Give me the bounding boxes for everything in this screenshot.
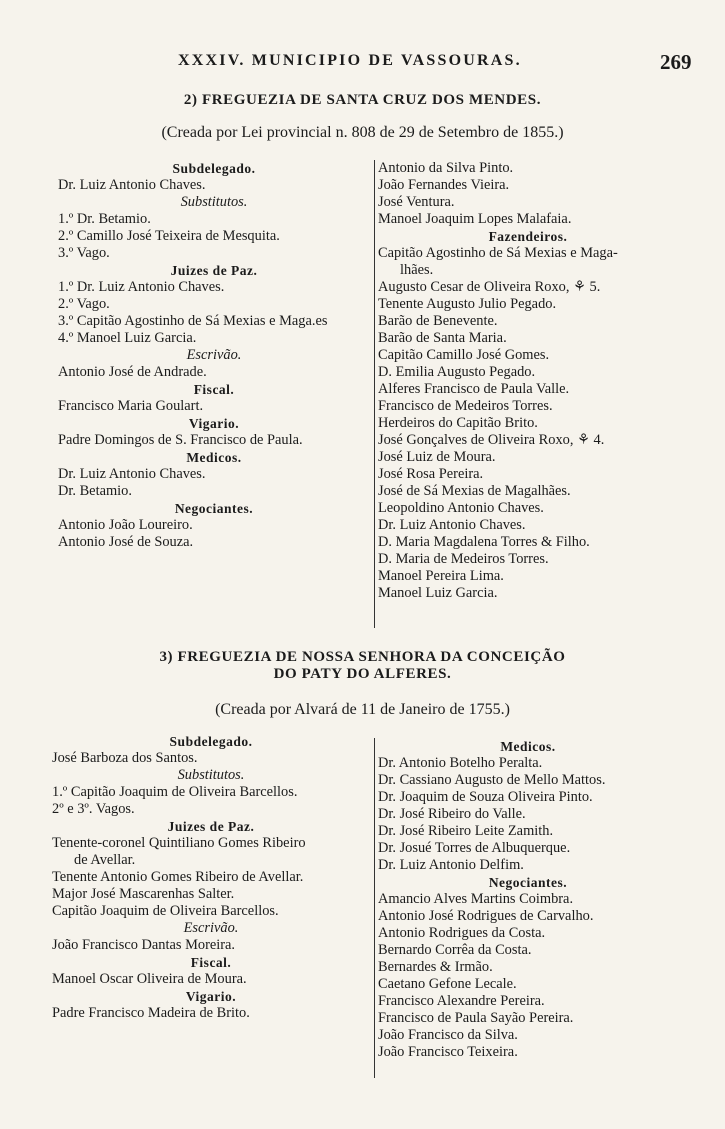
- entry-line: 2.º Vago.: [58, 296, 110, 312]
- entry-line: Dr. José Ribeiro do Valle.: [378, 806, 526, 822]
- entry-line: 3.º Capitão Agostinho de Sá Mexias e Maga.es: [58, 313, 328, 329]
- entry-line: Dr. Antonio Botelho Peralta.: [378, 755, 543, 771]
- subheading: Escrivão.: [183, 920, 239, 936]
- section-heading: Medicos.: [500, 739, 556, 754]
- section-heading: Vigario.: [188, 416, 240, 431]
- subheading: Substitutos.: [180, 194, 248, 210]
- section-heading: Subdelegado.: [172, 161, 256, 176]
- entry-line: Francisco de Paula Sayão Pereira.: [378, 1010, 574, 1026]
- entry-line: Amancio Alves Martins Coimbra.: [378, 891, 574, 907]
- entry-line: João Francisco Dantas Moreira.: [52, 937, 236, 953]
- entry-line: José Barboza dos Santos.: [52, 750, 198, 766]
- entry-line: 2º e 3º. Vagos.: [52, 801, 135, 817]
- section-heading: Juizes de Paz.: [167, 819, 255, 834]
- entry-line: Antonio José Rodrigues de Carvalho.: [378, 908, 594, 924]
- entry-line: João Fernandes Vieira.: [378, 177, 510, 193]
- entry-line: Capitão Joaquim de Oliveira Barcellos.: [52, 903, 279, 919]
- entry-line: de Avellar.: [74, 852, 136, 868]
- entry-line: José Rosa Pereira.: [378, 466, 484, 482]
- section-3-left-column: [52, 733, 370, 1022]
- section-heading: Negociantes.: [488, 875, 568, 890]
- entry-line: D. Maria Magdalena Torres & Filho.: [378, 534, 590, 550]
- entry-line: Tenente Augusto Julio Pegado.: [378, 296, 557, 312]
- entry-line: 1.º Capitão Joaquim de Oliveira Barcellos.: [52, 784, 298, 800]
- entry-line: Dr. Luiz Antonio Chaves.: [378, 517, 526, 533]
- entry-line: Caetano Gefone Lecale.: [378, 976, 517, 992]
- entry-line: José de Sá Mexias de Magalhães.: [378, 483, 571, 499]
- entry-line: Dr. Luiz Antonio Chaves.: [58, 466, 206, 482]
- entry-line: Antonio da Silva Pinto.: [378, 160, 514, 176]
- entry-line: lhães.: [400, 262, 434, 278]
- column-divider: [374, 160, 375, 628]
- page-header: [0, 50, 725, 76]
- entry-line: Antonio João Loureiro.: [58, 517, 193, 533]
- entry-line: Tenente-coronel Quintiliano Gomes Ribeiro: [52, 835, 306, 851]
- section-2-title: 2) FREGUEZIA DE SANTA CRUZ DOS MENDES.: [183, 92, 542, 108]
- entry-line: 1.º Dr. Betamio.: [58, 211, 151, 227]
- entry-line: Manoel Joaquim Lopes Malafaia.: [378, 211, 572, 227]
- entry-line: José Gonçalves de Oliveira Roxo, ⚘ 4.: [378, 432, 605, 448]
- entry-line: João Francisco da Silva.: [378, 1027, 518, 1043]
- entry-line: Dr. Luiz Antonio Chaves.: [58, 177, 206, 193]
- entry-line: Dr. Josué Torres de Albuquerque.: [378, 840, 571, 856]
- entry-line: Tenente Antonio Gomes Ribeiro de Avellar.: [52, 869, 304, 885]
- entry-line: Barão de Santa Maria.: [378, 330, 507, 346]
- entry-line: Dr. Betamio.: [58, 483, 132, 499]
- entry-line: 4.º Manoel Luiz Garcia.: [58, 330, 197, 346]
- section-3-right-column: [378, 738, 678, 1061]
- entry-line: José Ventura.: [378, 194, 455, 210]
- section-heading: Fiscal.: [190, 955, 232, 970]
- entry-line: Bernardo Corrêa da Costa.: [378, 942, 532, 958]
- entry-line: Manoel Luiz Garcia.: [378, 585, 498, 601]
- section-3-title-line-1: 3) FREGUEZIA DE NOSSA SENHORA DA CONCEIÇÃO: [159, 649, 566, 665]
- entry-line: Dr. Luiz Antonio Delfim.: [378, 857, 524, 873]
- entry-line: Francisco de Medeiros Torres.: [378, 398, 553, 414]
- section-heading: Fazendeiros.: [488, 229, 568, 244]
- entry-line: Augusto Cesar de Oliveira Roxo, ⚘ 5.: [378, 279, 601, 295]
- entry-line: Dr. Cassiano Augusto de Mello Mattos.: [378, 772, 606, 788]
- entry-line: Padre Domingos de S. Francisco de Paula.: [58, 432, 303, 448]
- section-heading: Juizes de Paz.: [170, 263, 258, 278]
- entry-line: José Luiz de Moura.: [378, 449, 496, 465]
- entry-line: Antonio José de Souza.: [58, 534, 194, 550]
- entry-line: Padre Francisco Madeira de Brito.: [52, 1005, 250, 1021]
- entry-line: Capitão Camillo José Gomes.: [378, 347, 550, 363]
- entry-line: Dr. Joaquim de Souza Oliveira Pinto.: [378, 789, 593, 805]
- section-heading: Fiscal.: [193, 382, 235, 397]
- entry-line: Manoel Oscar Oliveira de Moura.: [52, 971, 247, 987]
- entry-line: D. Maria de Medeiros Torres.: [378, 551, 549, 567]
- section-heading: Subdelegado.: [169, 734, 253, 749]
- entry-line: 3.º Vago.: [58, 245, 110, 261]
- entry-line: Francisco Alexandre Pereira.: [378, 993, 545, 1009]
- section-3-title-line-2: DO PATY DO ALFERES.: [273, 666, 452, 682]
- entry-line: 1.º Dr. Luiz Antonio Chaves.: [58, 279, 225, 295]
- subheading: Substitutos.: [177, 767, 245, 783]
- entry-line: Herdeiros do Capitão Brito.: [378, 415, 538, 431]
- entry-line: Francisco Maria Goulart.: [58, 398, 204, 414]
- entry-line: Alferes Francisco de Paula Valle.: [378, 381, 570, 397]
- running-title: XXXIV. MUNICIPIO DE VASSOURAS.: [178, 52, 522, 69]
- entry-line: Leopoldino Antonio Chaves.: [378, 500, 544, 516]
- entry-line: Antonio José de Andrade.: [58, 364, 207, 380]
- section-2-right-column: [378, 160, 678, 602]
- section-heading: Vigario.: [185, 989, 237, 1004]
- entry-line: Manoel Pereira Lima.: [378, 568, 504, 584]
- entry-line: Dr. José Ribeiro Leite Zamith.: [378, 823, 554, 839]
- section-2-left-column: [58, 160, 370, 551]
- column-divider: [374, 738, 375, 1078]
- entry-line: 2.º Camillo José Teixeira de Mesquita.: [58, 228, 280, 244]
- section-2-creation-note: (Creada por Lei provincial n. 808 de 29 de Setembro de 1855.): [161, 124, 564, 141]
- page-number: 269: [660, 50, 692, 74]
- section-heading: Medicos.: [186, 450, 242, 465]
- entry-line: D. Emilia Augusto Pegado.: [378, 364, 536, 380]
- entry-line: Bernardes & Irmão.: [378, 959, 493, 975]
- entry-line: Major José Mascarenhas Salter.: [52, 886, 235, 902]
- section-3-creation-note: (Creada por Alvará de 11 de Janeiro de 1755.): [215, 701, 510, 718]
- section-heading: Negociantes.: [174, 501, 254, 516]
- entry-line: Barão de Benevente.: [378, 313, 498, 329]
- subheading: Escrivão.: [186, 347, 242, 363]
- entry-line: Antonio Rodrigues da Costa.: [378, 925, 546, 941]
- entry-line: Capitão Agostinho de Sá Mexias e Maga-: [378, 245, 618, 261]
- entry-line: João Francisco Teixeira.: [378, 1044, 518, 1060]
